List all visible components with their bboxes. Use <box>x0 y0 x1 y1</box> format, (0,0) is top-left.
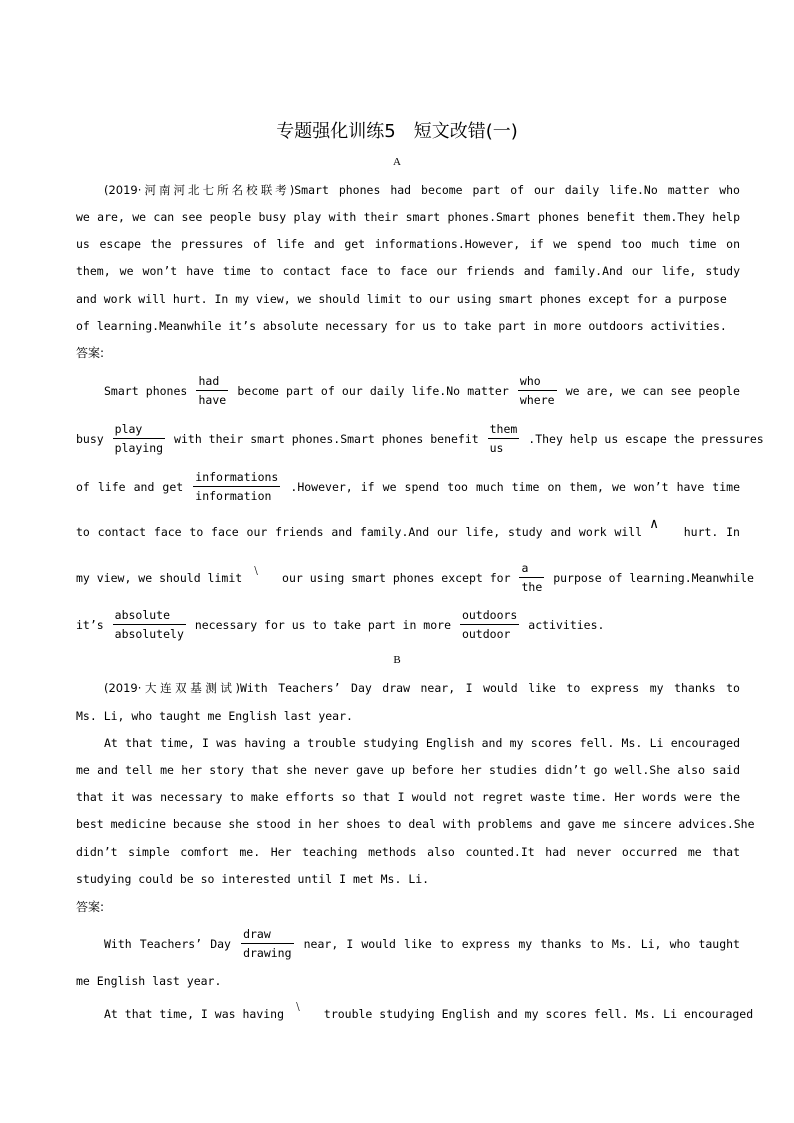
passage-a-line: and work will hurt. In my view, we should limit to our using smart phones except for a purpose <box>76 292 727 306</box>
passage-b-line: At that time, I was having a trouble studying English and my scores fell. Ms. Li encouraged <box>104 736 740 750</box>
delete-mark-icon: ﹨ <box>290 998 305 1014</box>
answer-a-line: Smart phones $\frac{\text{had}}{\text{have}}$ become part of our daily life.No matter $\frac{\text{who}}{\text{where}}$ we are, we can see people <box>104 374 740 407</box>
insert-mark-icon: ∧ <box>649 516 659 532</box>
passage-a-line: of learning.Meanwhile it’s absolute necessary for us to take part in more outdoors activities. <box>76 319 727 333</box>
correction-fraction: $\frac{\text{informations}}{\text{information}}$ <box>195 470 279 503</box>
passage-a-line: us escape the pressures of life and get informations.However, if we spend too much time on <box>76 237 740 251</box>
answer-b-line: me English last year. <box>76 974 222 988</box>
passage-b-line: best medicine because she stood in her shoes to deal with problems and gave me sincere advices.She <box>76 817 755 831</box>
answer-a-line: my view, we should limit ﹨ our using smart phones except for $\frac{a}{\text{the}}$ purpose of learning.Meanwhile <box>76 561 754 594</box>
passage-b-line: (2019·大连双基测试)With Teachers’ Day draw near, I would like to express my thanks to <box>104 681 740 695</box>
answer-label: 答案: <box>76 346 105 360</box>
correction-fraction: $\frac{\text{who}}{\text{where}}$ <box>519 374 555 407</box>
correction-fraction: $\frac{\text{draw}}{\text{drawing}}$ <box>243 927 292 960</box>
delete-mark-icon: ﹨ <box>249 562 264 578</box>
answer-a-line: of life and get $\frac{\text{informations}}{\text{information}}$ .However, if we spend too much time on them, we won’t have time <box>76 470 740 503</box>
source-note: (2019·大连双基测试) <box>104 681 240 695</box>
correction-fraction: $\frac{\text{had}}{\text{have}}$ <box>198 374 227 407</box>
answer-a-line: it’s $\frac{\text{absolute}}{\text{absolutely}}$ necessary for us to take part in more $\frac{\text{outdoors}}{\text{outdoor}}$ activities. <box>76 608 605 641</box>
correction-fraction: $\frac{\text{absolute}}{\text{absolutely}}$ <box>114 608 184 641</box>
passage-a-line: (2019·河南河北七所名校联考)Smart phones had become part of our daily life.No matter who <box>104 183 740 197</box>
section-b-heading: B <box>393 654 401 666</box>
answer-a-line: to contact face to face our friends and family.And our life, study and work will ∧ hurt. In <box>76 516 740 539</box>
passage-b-line: that it was necessary to make efforts so that I would not regret waste time. Her words were the <box>76 790 740 804</box>
answer-b-line: With Teachers’ Day $\frac{\text{draw}}{\text{drawing}}$ near, I would like to express my thanks to Ms. Li, who taught <box>104 927 740 960</box>
correction-fraction: $\frac{\text{play}}{\text{playing}}$ <box>114 422 164 455</box>
answer-b-line: At that time, I was having ﹨ trouble studying English and my scores fell. Ms. Li encouraged <box>104 998 754 1021</box>
passage-b-line: studying could be so interested until I met Ms. Li. <box>76 872 430 886</box>
passage-a-line: we are, we can see people busy play with their smart phones.Smart phones benefit them.They help <box>76 210 740 224</box>
answer-a-line: busy $\frac{\text{play}}{\text{playing}}$ with their smart phones.Smart phones benefit $\frac{\text{them}}{us}$ .They help us escape the pressures <box>76 422 764 455</box>
answer-label: 答案: <box>76 900 105 914</box>
passage-b-line: Ms. Li, who taught me English last year. <box>76 709 353 723</box>
section-a-heading: A <box>393 156 401 168</box>
source-note: (2019·河南河北七所名校联考) <box>104 183 295 197</box>
passage-a-line: them, we won’t have time to contact face to face our friends and family.And our life, study <box>76 264 740 278</box>
passage-b-line: me and tell me her story that she never gave up before her studies didn’t go well.She also said <box>76 763 740 777</box>
correction-fraction: $\frac{a}{\text{the}}$ <box>521 561 543 594</box>
passage-b-line: didn’t simple comfort me. Her teaching methods also counted.It had never occurred me that <box>76 845 740 859</box>
correction-fraction: $\frac{\text{outdoors}}{\text{outdoor}}$ <box>461 608 518 641</box>
page-title: 专题强化训练5 短文改错(一) <box>276 121 518 142</box>
correction-fraction: $\frac{\text{them}}{us}$ <box>489 422 518 455</box>
